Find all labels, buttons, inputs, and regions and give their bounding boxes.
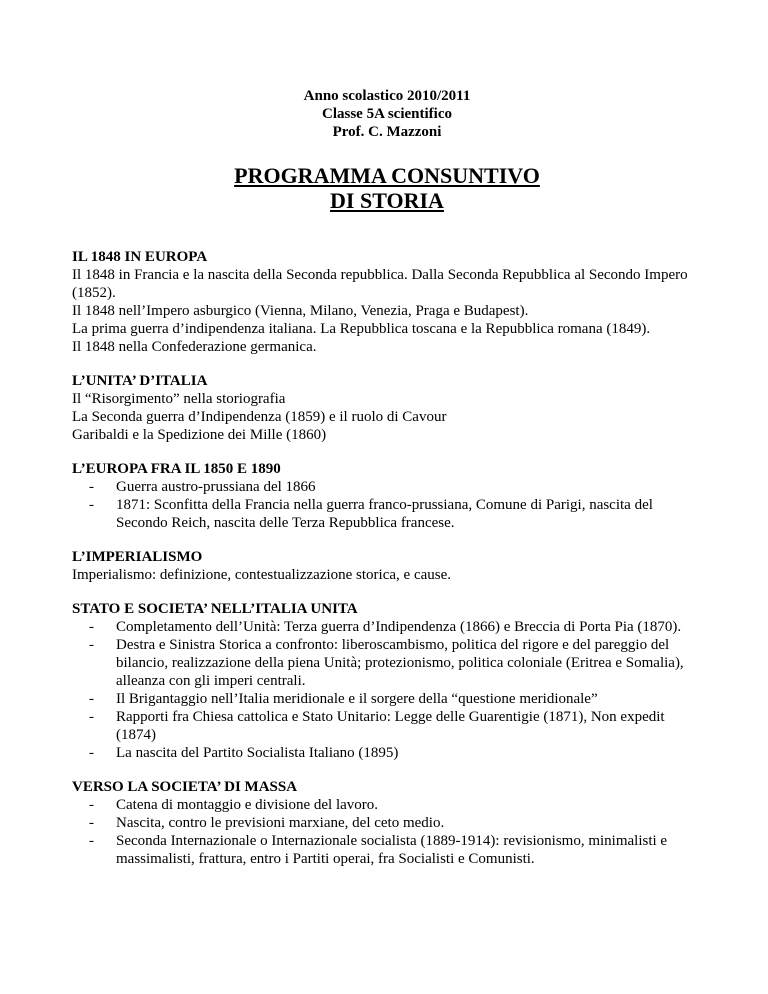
bullet-item [72,744,702,762]
dash-bullet: - [89,815,94,831]
bullet-item [72,478,702,496]
section-societa-di-massa [72,778,702,868]
section-title: VERSO LA SOCIETA’ DI MASSA [72,779,298,795]
bullet-list [72,796,702,868]
bullet-text: Catena di montaggio e divisione del lavoro. [116,797,379,813]
dash-bullet: - [89,497,94,513]
section-title: L’UNITA’ D’ITALIA [72,373,208,389]
section-title: L’IMPERIALISMO [72,549,203,565]
section-title: STATO E SOCIETA’ NELL’ITALIA UNITA [72,601,358,617]
section-line: Il 1848 in Francia e la nascita della Seconda repubblica. Dalla Seconda Repubblica al Secondo Impero (1852). [72,267,688,301]
bullet-text: Guerra austro-prussiana del 1866 [116,479,316,495]
class-name: Classe 5A scientifico [322,106,452,122]
dash-bullet: - [89,479,94,495]
document-header [72,87,702,141]
dash-bullet: - [89,619,94,635]
section-imperialismo [72,548,702,584]
dash-bullet: - [89,637,94,653]
dash-bullet: - [89,797,94,813]
section-europa-1850-1890 [72,460,702,532]
dash-bullet: - [89,745,94,761]
section-line: Il “Risorgimento” nella storiografia [72,391,286,407]
dash-bullet: - [89,709,94,725]
dash-bullet: - [89,833,94,849]
bullet-text: Destra e Sinistra Storica a confronto: liberoscambismo, politica del rigore e del pareggio del bilancio, realizzazione della piena Unità; protezionismo, politica coloniale (Eritrea e Somalia), alleanza con gli imperi centrali. [116,637,684,689]
title-line-2: DI STORIA [330,188,444,213]
bullet-text: Seconda Internazionale o Internazionale socialista (1889-1914): revisionismo, minimalisti e massimalisti, frattura, entro i Partiti operai, fra Socialisti e Comunisti. [116,833,668,867]
bullet-text: 1871: Sconfitta della Francia nella guerra franco-prussiana, Comune di Parigi, nascita del Secondo Reich, nascita delle Terza Repubblica francese. [116,497,653,531]
bullet-item [72,832,702,868]
bullet-text: Il Brigantaggio nell’Italia meridionale e il sorgere della “questione meridionale” [116,691,598,707]
bullet-item [72,814,702,832]
section-title: L’EUROPA FRA IL 1850 E 1890 [72,461,281,477]
section-line: La Seconda guerra d’Indipendenza (1859) e il ruolo di Cavour [72,409,447,425]
school-year: Anno scolastico 2010/2011 [303,88,471,104]
bullet-text: Rapporti fra Chiesa cattolica e Stato Unitario: Legge delle Guarentigie (1871), Non expedit (1874) [116,709,665,743]
bullet-item [72,708,702,744]
bullet-item [72,496,702,532]
bullet-text: Completamento dell’Unità: Terza guerra d’Indipendenza (1866) e Breccia di Porta Pia (1870). [116,619,682,635]
bullet-item [72,618,702,636]
document-page [72,87,702,868]
bullet-item [72,690,702,708]
section-line: Il 1848 nella Confederazione germanica. [72,339,317,355]
section-stato-societa [72,600,702,762]
section-line: Il 1848 nell’Impero asburgico (Vienna, Milano, Venezia, Praga e Budapest). [72,303,529,319]
section-unita-italia [72,372,702,444]
document-title [72,163,702,213]
bullet-list [72,478,702,532]
bullet-text: Nascita, contro le previsioni marxiane, del ceto medio. [116,815,445,831]
section-line: Imperialismo: definizione, contestualizzazione storica, e cause. [72,567,452,583]
program-sections [72,248,702,868]
bullet-list [72,618,702,762]
bullet-item [72,796,702,814]
section-title: IL 1848 IN EUROPA [72,249,208,265]
section-line: Garibaldi e la Spedizione dei Mille (1860) [72,427,327,443]
bullet-text: La nascita del Partito Socialista Italiano (1895) [116,745,399,761]
title-line-1: PROGRAMMA CONSUNTIVO [234,163,540,188]
teacher-name: Prof. C. Mazzoni [332,124,442,140]
bullet-item [72,636,702,690]
section-1848-europa [72,248,702,356]
section-line: La prima guerra d’indipendenza italiana. La Repubblica toscana e la Repubblica romana (1849). [72,321,651,337]
dash-bullet: - [89,691,94,707]
